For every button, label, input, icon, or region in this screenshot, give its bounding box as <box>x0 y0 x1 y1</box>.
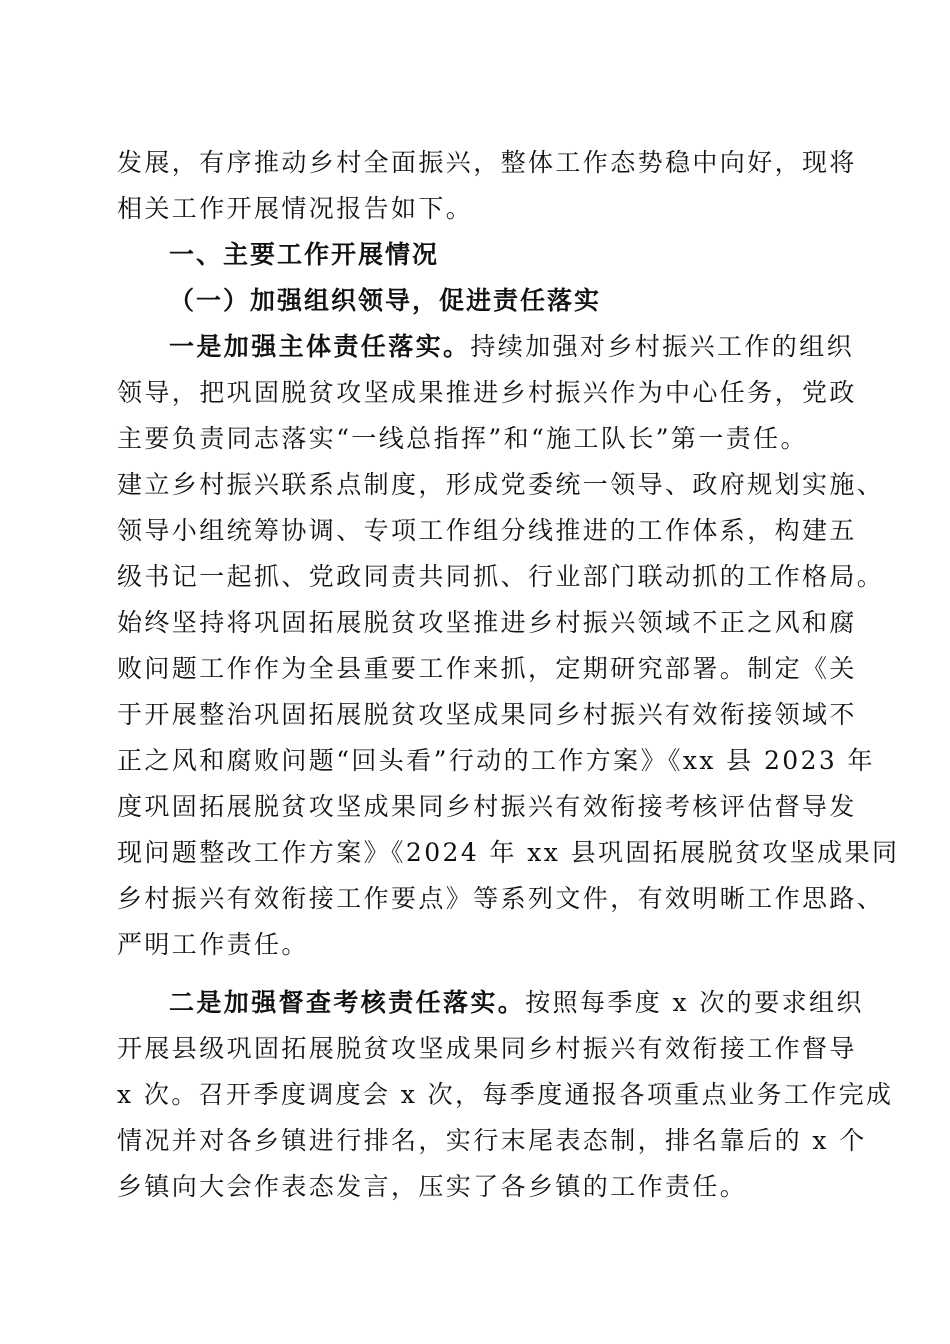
paragraph-lead: 二是加强督查考核责任落实。 <box>169 988 526 1017</box>
paragraph-line: 级书记一起抓、党政同责共同抓、行业部门联动抓的工作格局。 <box>117 562 885 591</box>
paragraph-line: 主要负责同志落实“一线总指挥”和“施工队长”第一责任。 <box>117 424 808 453</box>
section-heading: 一、主要工作开展情况 <box>169 240 440 269</box>
paragraph-text: 按照每季度 x 次的要求组织 <box>525 988 864 1017</box>
paragraph-spacer <box>117 968 833 980</box>
paragraph-lead: 一是加强主体责任落实。 <box>169 332 471 361</box>
paragraph-line: 乡村振兴有效衔接工作要点》等系列文件，有效明晰工作思路、 <box>117 884 885 913</box>
paragraph-line: 现问题整改工作方案》《2024 年 xx 县巩固拓展脱贫攻坚成果同 <box>117 838 900 867</box>
intro-line: 发展，有序推动乡村全面振兴，整体工作态势稳中向好，现将 <box>117 148 857 177</box>
paragraph-line: 于开展整治巩固拓展脱贫攻坚成果同乡村振兴有效衔接领域不 <box>117 700 857 729</box>
paragraph-line: 情况并对各乡镇进行排名，实行末尾表态制，排名靠后的 x 个 <box>117 1126 867 1155</box>
paragraph-line: 正之风和腐败问题“回头看”行动的工作方案》《xx 县 2023 年 <box>117 746 875 775</box>
paragraph-text: 持续加强对乡村振兴工作的组织 <box>470 332 855 361</box>
paragraph-line: x 次。召开季度调度会 x 次，每季度通报各项重点业务工作完成 <box>117 1080 894 1109</box>
paragraph-first-line <box>117 324 855 370</box>
paragraph-line: 败问题工作作为全县重要工作来抓，定期研究部署。制定《关 <box>117 654 857 683</box>
paragraph-line: 建立乡村振兴联系点制度，形成党委统一领导、政府规划实施、 <box>117 470 885 499</box>
paragraph-first-line <box>117 980 864 1026</box>
document-body <box>117 140 900 1210</box>
paragraph-line: 乡镇向大会作表态发言，压实了各乡镇的工作责任。 <box>117 1172 748 1201</box>
paragraph-line: 领导，把巩固脱贫攻坚成果推进乡村振兴作为中心任务，党政 <box>117 378 857 407</box>
intro-line: 相关工作开展情况报告如下。 <box>117 194 474 223</box>
paragraph-line: 开展县级巩固拓展脱贫攻坚成果同乡村振兴有效衔接工作督导 <box>117 1034 857 1063</box>
paragraph-line: 严明工作责任。 <box>117 930 309 959</box>
subsection-heading: （一）加强组织领导，促进责任落实 <box>169 286 602 315</box>
paragraph-line: 始终坚持将巩固拓展脱贫攻坚推进乡村振兴领域不正之风和腐 <box>117 608 857 637</box>
paragraph-line: 领导小组统筹协调、专项工作组分线推进的工作体系，构建五 <box>117 516 857 545</box>
paragraph-line: 度巩固拓展脱贫攻坚成果同乡村振兴有效衔接考核评估督导发 <box>117 792 857 821</box>
